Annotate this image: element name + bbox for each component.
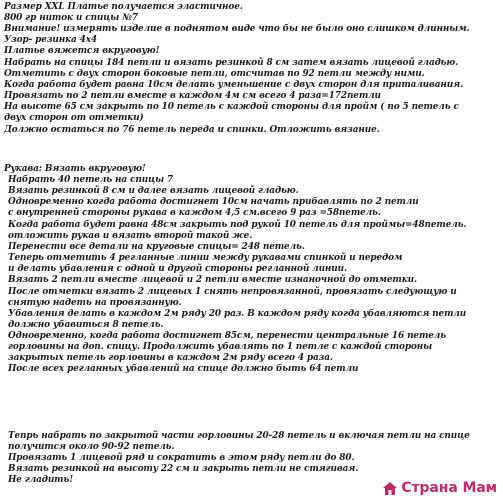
text-line: После всех регланных убавлений на спице должно быть 64 петли — [8, 364, 359, 374]
text-line: Набрать 40 петель на спицы 7 — [8, 175, 174, 185]
text-line: Вязать резинкой на высоту 22 см и закрыть петли не стягивая. — [8, 464, 359, 474]
text-line: 800 гр ниток и спицы №7 — [4, 13, 138, 23]
text-line: отложить рукав и вязать второй такой же. — [8, 231, 253, 241]
text-line: горловины на доп. спицу. Продолжить убавлять по 1 петле с каждой стороны — [8, 342, 433, 352]
text-line: Вязать 2 петли вместе лицевой и 2 петли вместе изнаночной до отметки. — [8, 275, 417, 285]
text-line: двух сторон от отметки) — [4, 113, 144, 123]
text-line: Отметить с двух сторон боковые петли, отсчитав по 92 петли между ними. — [4, 69, 425, 79]
text-line: Узор- резинка 4х4 — [4, 35, 97, 45]
text-line: Рукава: Вязать вкруговую! — [4, 164, 146, 174]
text-line: Теперь отметить 4 регланные линии между рукавами спинкой и передом — [8, 253, 403, 263]
text-line: Когда работа будет равна 48см закрыть под рукой 10 петель для проймы=48петель. — [8, 220, 467, 230]
text-line: Провязать 1 лицевой ряд и сократить в этом ряду петли до 80. — [8, 453, 355, 463]
text-line: Набрать на спицы 184 петли и вязать резинкой 8 см затем вязать лицевой гладью. — [4, 58, 459, 68]
text-line: Перенести все детали на круговые спицы= 248 петель. — [8, 242, 305, 252]
text-line: На высоте 65 см закрыть по 10 петель с каждой стороны для пройм ( по 5 петель с — [4, 102, 459, 112]
text-line: Когда работа будет равна 10см делать уменьшение с двух сторон для приталивания. — [4, 80, 464, 90]
text-line: Не гладить! — [8, 475, 74, 485]
text-line: Убавления делать в каждом 2м ряду 20 раз. В каждом ряду когда убавляются петли — [8, 309, 467, 319]
text-line: Размер XXL Платье получается эластичное. — [4, 2, 243, 12]
text-line: Внимание! измерять изделие в поднятом виде что бы не было оно слишком длинным. — [4, 24, 470, 34]
text-line: Одновременно когда работа достигнет 10см начать прибавлять по 2 петли — [8, 197, 419, 207]
text-line: Платье вяжется вкруговую! — [4, 46, 160, 56]
text-line: должно убавиться 8 петель. — [8, 320, 164, 330]
text-line: закрытых петель горловины в каждом 2м ряду всего 4 раза. — [8, 353, 333, 363]
text-line: Провязать по 2 петли вместе в каждом 4м см всего 4 раза=172петли — [4, 91, 381, 101]
text-line: Тепрь набрать по закрытой части горловины 20-28 петель и включая петли на спице — [8, 431, 470, 441]
watermark-text: Страна Мам — [401, 479, 497, 496]
text-line: Вязать резинкой 8 см и далее вязать лицевой гладью. — [8, 186, 299, 196]
text-line: Одновременно, когда работа достигнет 85см, перенести центральные 16 петель — [8, 331, 446, 341]
text-line: После отметки вязать 2 лицевых 1 снять непровязанной, провязать следующую и — [8, 287, 457, 297]
site-watermark — [382, 481, 497, 496]
text-line: с внутренней стороны рукава в каждом 4,5 см.всего 9 раз =58петель. — [8, 208, 381, 218]
text-line: снятую надеть на провязанную. — [8, 298, 182, 308]
text-line: получится около 90-92 петель. — [8, 442, 175, 452]
text-line: Должно остаться по 76 петель переда и спинки. Отложить вязание. — [4, 125, 380, 135]
house-icon — [382, 481, 398, 496]
text-line: и делать убавления с одной и другой стороны регланной линии. — [8, 264, 347, 274]
